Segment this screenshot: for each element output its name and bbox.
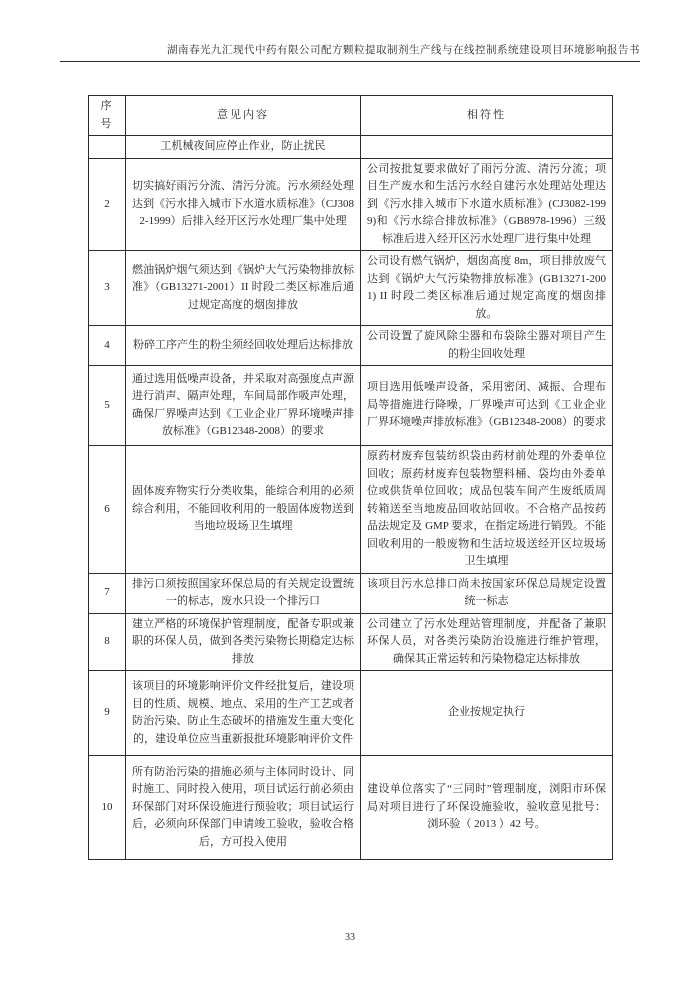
row-number-cell: 10: [89, 756, 126, 860]
header-rule: [60, 61, 640, 62]
col-header-opinion: 意见内容: [126, 96, 361, 136]
col-header-conformity: 相符性: [361, 96, 613, 136]
row-number-cell: 8: [89, 613, 126, 671]
conformity-cell: 企业按规定执行: [361, 671, 613, 756]
opinion-cell: 建立严格的环境保护管理制度，配备专职或兼职的环保人员，做到各类污染物长期稳定达标排放: [126, 613, 361, 671]
table-row: [89, 251, 613, 326]
table-body: [89, 136, 613, 860]
row-number-cell: [89, 136, 126, 159]
opinion-cell: 该项目的环境影响评价文件经批复后，建设项目的性质、规模、地点、采用的生产工艺或者防治污染、防止生态破坏的措施发生重大变化的，建设单位应当重新报批环境影响评价文件: [126, 671, 361, 756]
conformity-cell: [361, 136, 613, 159]
table-row: [89, 158, 613, 251]
opinion-cell: 工机械夜间应停止作业，防止扰民: [126, 136, 361, 159]
conformity-cell: 项目选用低噪声设备，采用密闭、减振、合理布局等措施进行降噪，厂界噪声可达到《工业企业厂界环境噪声排放标准》（GB12348-2008）的要求: [361, 366, 613, 446]
table-row: [89, 326, 613, 366]
header-row: [89, 96, 613, 136]
opinion-cell: 通过选用低噪声设备，并采取对高强度点声源进行消声、隔声处理，车间局部作吸声处理，确保厂界噪声达到《工业企业厂界环境噪声排放标准》（GB12348-2008）的要求: [126, 366, 361, 446]
table-header: [89, 96, 613, 136]
page-number: 33: [345, 932, 355, 943]
row-number-cell: 7: [89, 573, 126, 613]
row-number-cell: 6: [89, 446, 126, 574]
opinion-cell: 粉碎工序产生的粉尘须经回收处理后达标排放: [126, 326, 361, 366]
opinion-cell: 排污口须按照国家环保总局的有关规定设置统一的标志，废水只设一个排污口: [126, 573, 361, 613]
opinion-cell: 切实搞好雨污分流、清污分流。污水须经处理达到《污水排入城市下水道水质标准》（CJ3082-1999）后排入经开区污水处理厂集中处理: [126, 158, 361, 251]
conformity-cell: 公司设置了旋风除尘器和布袋除尘器对项目产生的粉尘回收处理: [361, 326, 613, 366]
col-header-no: 序号: [89, 96, 126, 136]
conformity-cell: 公司设有燃气锅炉，烟囱高度 8m，项目排放废气达到《锅炉大气污染物排放标准》(GB13271-2001) II 时段二类区标准后通过规定高度的烟囱排放。: [361, 251, 613, 326]
conformity-cell: 公司按批复要求做好了雨污分流、清污分流；项目生产废水和生活污水经自建污水处理站处理达到《污水排入城市下水道水质标准》(CJ3082-1999)和《污水综合排放标准》（GB8978-1996）三级标准后进入经开区污水处理厂进行集中处理: [361, 158, 613, 251]
table-row: [89, 136, 613, 159]
row-number-cell: 4: [89, 326, 126, 366]
compliance-table: [88, 95, 613, 860]
table-row: [89, 446, 613, 574]
table-row: [89, 366, 613, 446]
row-number-cell: 2: [89, 158, 126, 251]
page-header: [60, 0, 640, 62]
table-row: [89, 671, 613, 756]
row-number-cell: 9: [89, 671, 126, 756]
table-row: [89, 756, 613, 860]
row-number-cell: 5: [89, 366, 126, 446]
opinion-cell: 固体废弃物实行分类收集，能综合利用的必须综合利用，不能回收利用的一般固体废物送到当地垃圾场卫生填埋: [126, 446, 361, 574]
opinion-cell: 所有防治污染的措施必须与主体同时设计、同时施工、同时投入使用，项目试运行前必须由环保部门对环保设施进行预验收；项目试运行后，必须向环保部门申请竣工验收，验收合格后，方可投入使用: [126, 756, 361, 860]
row-number-cell: 3: [89, 251, 126, 326]
table-row: [89, 573, 613, 613]
table-row: [89, 613, 613, 671]
conformity-cell: 公司建立了污水处理站管理制度，并配备了兼职环保人员，对各类污染防治设施进行维护管理，确保其正常运转和污染物稳定达标排放: [361, 613, 613, 671]
conformity-cell: 建设单位落实了“三同时”管理制度，浏阳市环保局对项目进行了环保设施验收，验收意见批号：浏环验（ 2013 ）42 号。: [361, 756, 613, 860]
conformity-cell: 该项目污水总排口尚未按国家环保总局规定设置统一标志: [361, 573, 613, 613]
conformity-cell: 原药材废弃包装纺织袋由药材前处理的外委单位回收；原药材废弃包装物塑料桶、袋均由外委单位或供货单位回收；成品包装车间产生废纸质周转箱送至当地废品回收站回收。不合格产品按药品法规定及 GMP 要求，在指定场进行销毁。不能回收利用的一般废物和生活垃圾送经开区垃圾场卫生填埋: [361, 446, 613, 574]
header-title: 湖南春光九汇现代中药有限公司配方颗粒提取制剂生产线与在线控制系统建设项目环境影响报告书: [167, 45, 640, 56]
opinion-cell: 燃油锅炉烟气须达到《锅炉大气污染物排放标准》（GB13271-2001）II 时段二类区标准后通过规定高度的烟囱排放: [126, 251, 361, 326]
